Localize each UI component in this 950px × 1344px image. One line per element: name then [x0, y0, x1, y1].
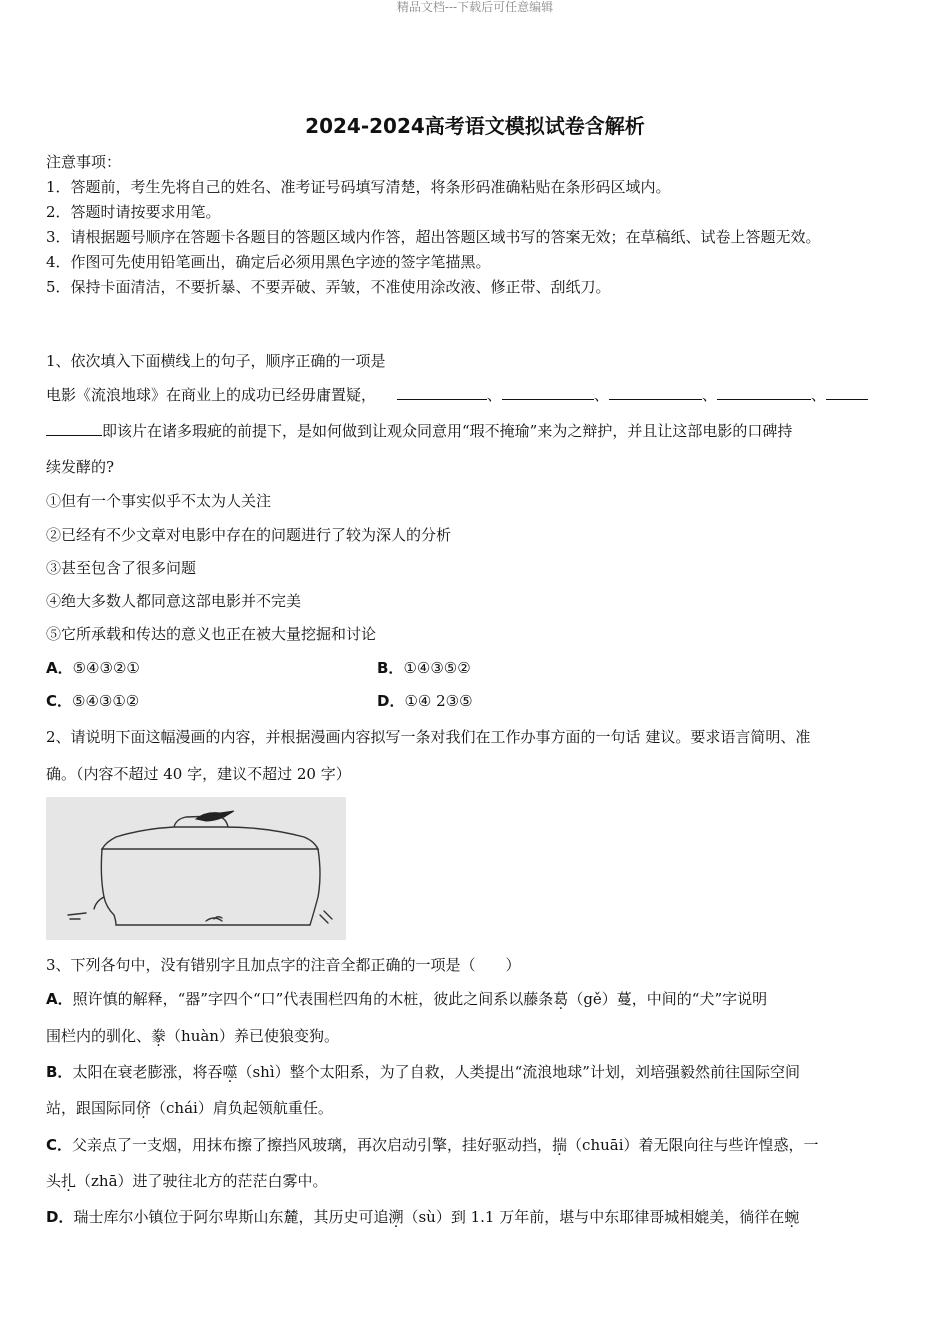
option-label: B． [377, 659, 404, 677]
option-text: 太阳在衰老膨涨，将吞 [72, 1063, 223, 1081]
option-text: ①④ 2③⑤ [404, 692, 473, 710]
dotted-char: 蜿 [784, 1208, 800, 1226]
dotted-char: 扎 [61, 1172, 77, 1190]
answer-blank [502, 385, 594, 400]
dotted-char: 葛 [553, 990, 569, 1008]
option-label: C． [46, 1136, 73, 1154]
answer-blank [397, 385, 487, 400]
q3-option-b-line-2 [46, 1097, 333, 1119]
separator: 、 [486, 386, 502, 404]
option-text: 瑞士库尔小镇位于阿尔卑斯山东麓，其历史可追 [73, 1208, 389, 1226]
notice-item: 4．作图可先使用铅笔画出，确定后必须用黑色字迹的签字笔描黑。 [46, 253, 491, 271]
option-text: （gě）蔓，中间的“犬”字说明 [568, 990, 768, 1008]
option-label: D． [46, 1208, 74, 1226]
option-text: 围栏内的驯化、 [46, 1027, 152, 1045]
q3-option-c-line-2 [46, 1170, 328, 1192]
option-text: （huàn）养已使狼变狗。 [166, 1027, 339, 1045]
option-text: 站，跟国际同 [46, 1099, 137, 1117]
q3-option-a-line-1 [46, 988, 767, 1010]
notice-heading: 注意事项： [46, 153, 122, 171]
notice-item: 1．答题前，考生先将自己的姓名、准考证号码填写清楚，将条形码准确粘贴在条形码区域内。 [46, 178, 671, 196]
option-text: ⑤④③①② [72, 692, 140, 710]
option-label: D． [377, 692, 405, 710]
dotted-char: 豢 [151, 1027, 167, 1045]
option-label: A． [46, 659, 73, 677]
q3-stem: 3、下列各句中，没有错别字且加点字的注音全都正确的一项是（ ） [46, 956, 521, 974]
option-text: ⑤④③②① [72, 659, 140, 677]
notice-item: 3．请根据题号顺序在答题卡各题目的答题区域内作答，超出答题区域书写的答案无效；在草稿纸、试卷上答题无效。 [46, 228, 821, 246]
option-text: 父亲点了一支烟，用抹布擦了擦挡风玻璃，再次启动引擎，挂好驱动挡， [72, 1136, 553, 1154]
option-label: A． [46, 990, 73, 1008]
dotted-char: 侪 [136, 1099, 152, 1117]
answer-blank [609, 385, 702, 400]
q1-sentence-line-2 [46, 420, 792, 442]
q1-option-a [46, 657, 140, 679]
separator: 、 [701, 386, 717, 404]
option-text: （shì）整个太阳系，为了自救，人类提出“流浪地球”计划，刘培强毅然前往国际空间 [237, 1063, 800, 1081]
comic-illustration [46, 797, 346, 940]
notice-item: 5．保持卡面清洁，不要折暴、不要弄破、弄皱，不准使用涂改液、修正带、刮纸刀。 [46, 278, 611, 296]
dotted-char: 溯 [388, 1208, 404, 1226]
dotted-char: 揣 [552, 1136, 568, 1154]
q1-item: ④绝大多数人都同意这部电影并不完美 [46, 592, 302, 610]
notice-item: 2．答题时请按要求用笔。 [46, 203, 221, 221]
option-text: ①④③⑤② [403, 659, 471, 677]
q1-item: ②已经有不少文章对电影中存在的问题进行了较为深人的分析 [46, 526, 452, 544]
q3-option-c-line-1 [46, 1134, 819, 1156]
q1-item: ①但有一个事实似乎不太为人关注 [46, 492, 272, 510]
q3-option-a-line-2 [46, 1025, 339, 1047]
q1-option-b [377, 657, 471, 679]
dotted-char: 噬 [222, 1063, 238, 1081]
option-label: C． [46, 692, 73, 710]
q2-line-1: 2、请说明下面这幅漫画的内容，并根据漫画内容拟写一条对我们在工作办事方面的一句话 建议。要求语言简明、准 [46, 728, 811, 746]
option-text: 照许慎的解释，“器”字四个“口”代表围栏四角的木桩，彼此之间系以藤条 [72, 990, 554, 1008]
q1-line2-text: 即该片在诸多瑕疵的前提下，是如何做到让观众同意用“瑕不掩瑜”来为之辩护，并且让这部电影的口碑持 [102, 422, 793, 440]
q1-option-c [46, 690, 139, 712]
option-text: （chuāi）着无限向往与些许惶惑，一 [567, 1136, 819, 1154]
option-text: （zhā）进了驶往北方的茫茫白雾中。 [76, 1172, 328, 1190]
option-text: （chái）肩负起领航重任。 [151, 1099, 333, 1117]
q1-sentence-line-1 [46, 384, 868, 406]
answer-blank [826, 385, 868, 400]
q2-line-2: 确。（内容不超过 40 字，建议不超过 20 字） [46, 765, 351, 783]
option-label: B． [46, 1063, 73, 1081]
q1-item: ③甚至包含了很多问题 [46, 559, 197, 577]
header-watermark: 精品文档---下载后可任意编辑 [396, 0, 554, 14]
q3-option-b-line-1 [46, 1061, 800, 1083]
q3-option-d-line-1 [46, 1206, 799, 1228]
separator: 、 [593, 386, 609, 404]
q1-item: ⑤它所承载和传达的意义也正在被大量挖掘和讨论 [46, 625, 377, 643]
q1-stem: 1、依次填入下面横线上的句子，顺序正确的一项是 [46, 352, 386, 370]
q1-line1-text: 电影《流浪地球》在商业上的成功已经毋庸置疑， [46, 386, 377, 404]
q1-sentence-line-3: 续发酵的? [46, 458, 115, 476]
notice-section [46, 150, 916, 300]
separator: 、 [810, 386, 826, 404]
option-text: （sù）到 1.1 万年前，堪与中东耶律哥城相媲美，徜徉在 [403, 1208, 785, 1226]
q1-option-d [377, 690, 473, 712]
option-text: 头 [46, 1172, 62, 1190]
page-title: 2024-2024高考语文模拟试卷含解析 [305, 114, 645, 138]
answer-blank [717, 385, 811, 400]
answer-blank [46, 421, 102, 436]
